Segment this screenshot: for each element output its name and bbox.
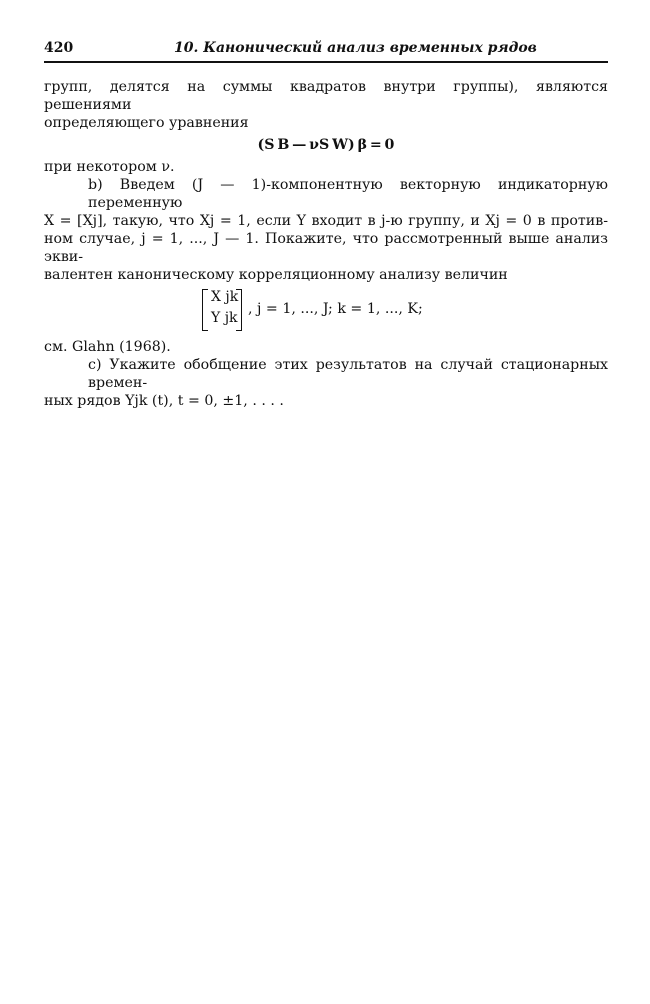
matrix-entry-x: X jk	[211, 289, 239, 305]
text-line: валентен каноническому корреляционному анализу величин	[44, 267, 508, 283]
citation: см. Glahn (1968).	[44, 339, 171, 355]
text-line: определяющего уравнения	[44, 115, 249, 131]
header-rule	[44, 61, 608, 63]
body-text	[44, 78, 608, 410]
matrix-entry-y: Y jk	[211, 310, 238, 326]
page-header	[44, 40, 608, 60]
running-title: 10. Канонический анализ временных рядов	[174, 40, 537, 56]
text-line: ном случае, j = 1, ..., J — 1. Покажите, что рассмотренный выше анализ экви-	[44, 231, 608, 265]
index-range: , j = 1, ..., J; k = 1, ..., K;	[248, 301, 423, 317]
left-bracket	[202, 289, 208, 331]
text-line: групп, делятся на суммы квадратов внутри группы), являются решениями	[44, 79, 608, 113]
equation: (S B — νS W) β = 0	[257, 137, 395, 153]
text-line: ных рядов Yjk (t), t = 0, ±1, . . . .	[44, 393, 284, 409]
text-line: X = [Xj], такую, что Xj = 1, если Y входит в j-ю группу, и Xj = 0 в против-	[44, 213, 608, 229]
text-line: c) Укажите обобщение этих результатов на случай стационарных времен-	[88, 357, 608, 391]
matrix-expression	[44, 288, 608, 334]
text-line: при некотором ν.	[44, 159, 175, 175]
right-bracket	[236, 289, 242, 331]
page-number: 420	[44, 40, 74, 56]
column-vector	[202, 288, 242, 332]
text-line: b) Введем (J — 1)-компонентную векторную индикаторную переменную	[88, 177, 608, 211]
